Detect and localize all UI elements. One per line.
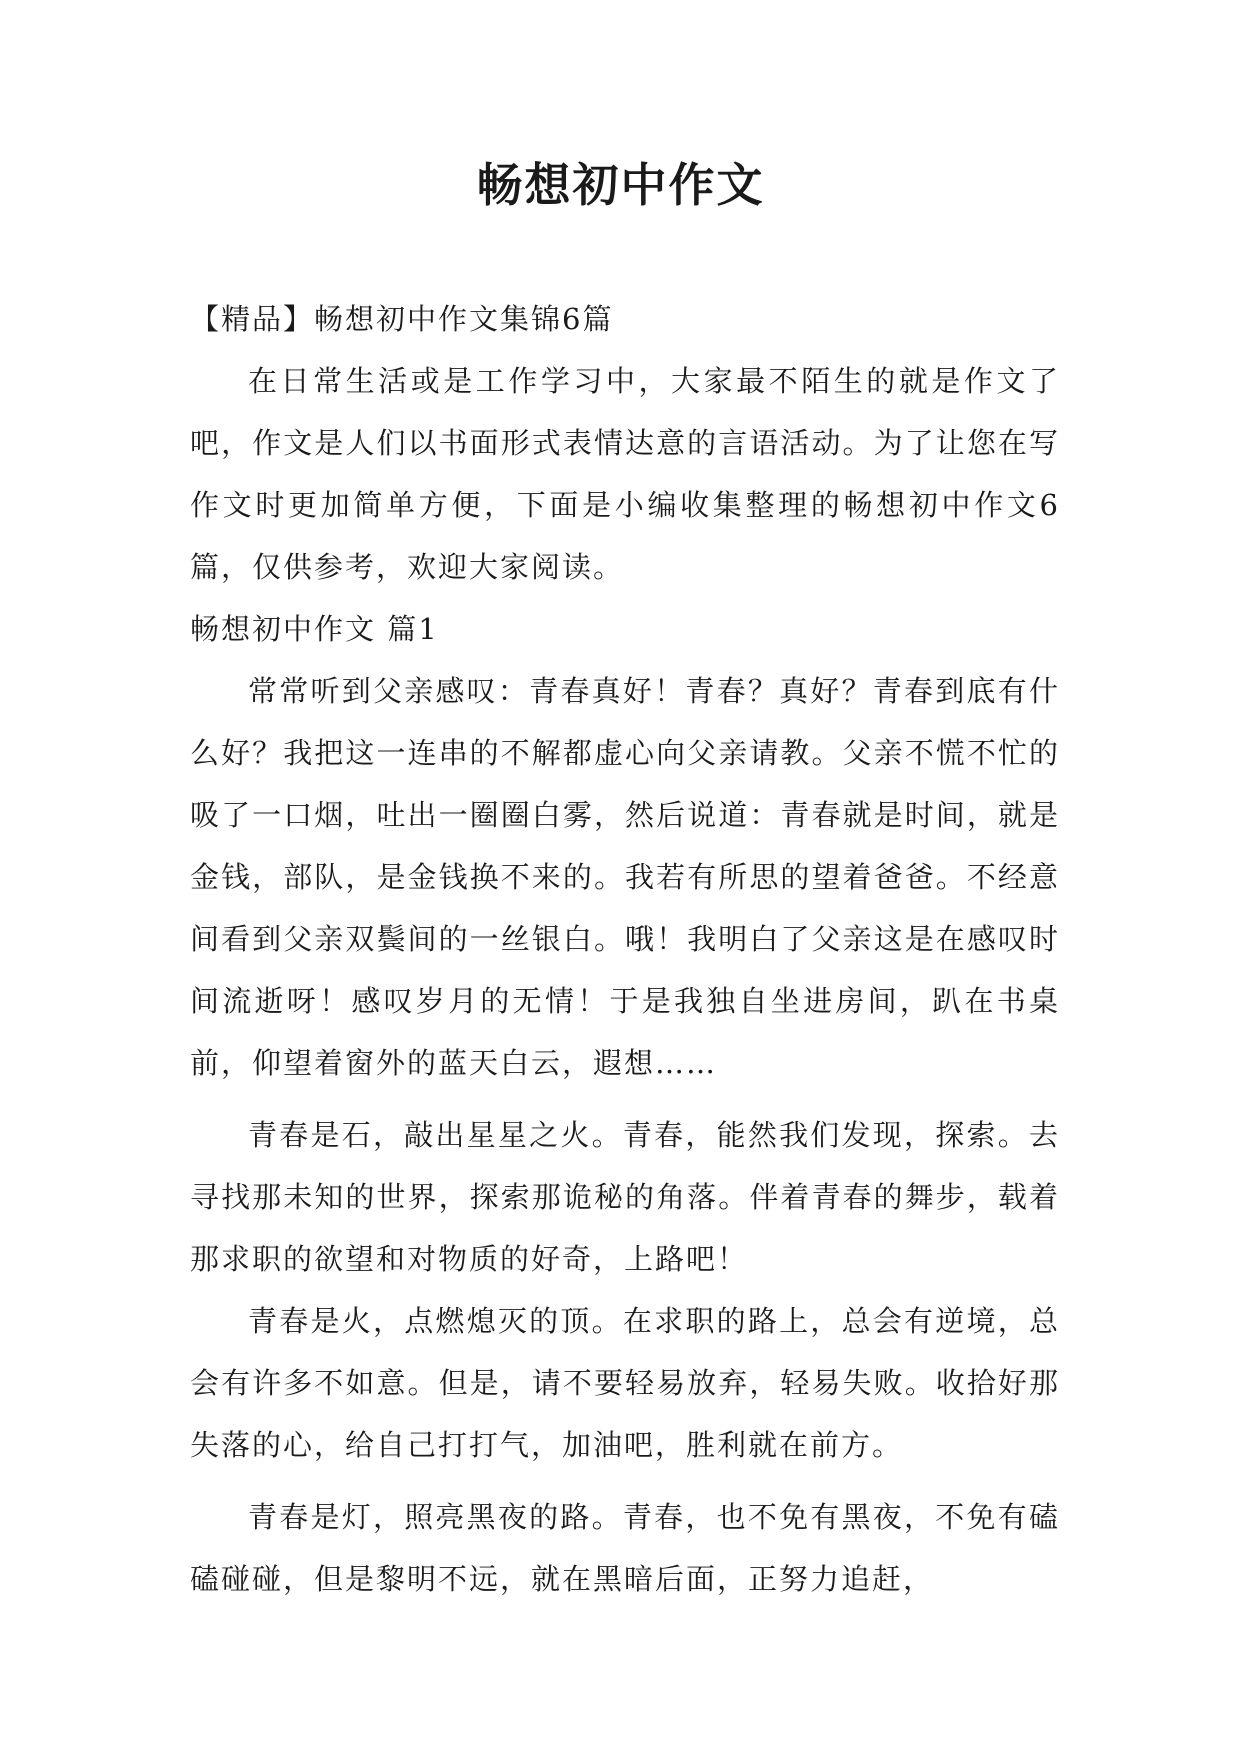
section-heading: 畅想初中作文 篇1 [190,612,439,646]
paragraph-4: 青春是灯，照亮黑夜的路。青春，也不免有黑夜，不免有磕磕碰碰，但是黎明不远，就在黑暗后面，正努力追赶， [190,1500,1060,1596]
document-title: 畅想初中作文 [476,158,765,212]
paragraph-2: 青春是石，敲出星星之火。青春，能然我们发现，探索。去寻找那未知的世界，探索那诡秘的角落。伴着青春的舞步，载着那求职的欲望和对物质的好奇，上路吧！ [190,1118,1060,1276]
paragraph-3: 青春是火，点燃熄灭的顶。在求职的路上，总会有逆境，总会有许多不如意。但是，请不要轻易放弃，轻易失败。收拾好那失落的心，给自己打打气，加油吧，胜利就在前方。 [190,1304,1060,1462]
intro-paragraph: 在日常生活或是工作学习中，大家最不陌生的就是作文了吧，作文是人们以书面形式表情达意的言语活动。为了让您在写作文时更加简单方便，下面是小编收集整理的畅想初中作文6篇，仅供参考，欢迎大家阅读。 [190,364,1060,584]
paragraph-1: 常常听到父亲感叹：青春真好！青春？真好？青春到底有什么好？我把这一连串的不解都虚心向父亲请教。父亲不慌不忙的吸了一口烟，吐出一圈圈白雾，然后说道：青春就是时间，就是金钱，部队，是金钱换不来的。我若有所思的望着爸爸。不经意间看到父亲双鬓间的一丝银白。哦！我明白了父亲这是在感叹时间流逝呀！感叹岁月的无情！于是我独自坐进房间，趴在书桌前，仰望着窗外的蓝天白云，遐想…… [190,674,1060,1080]
document-body [190,288,1060,1610]
collection-title: 【精品】畅想初中作文集锦6篇 [190,302,614,336]
